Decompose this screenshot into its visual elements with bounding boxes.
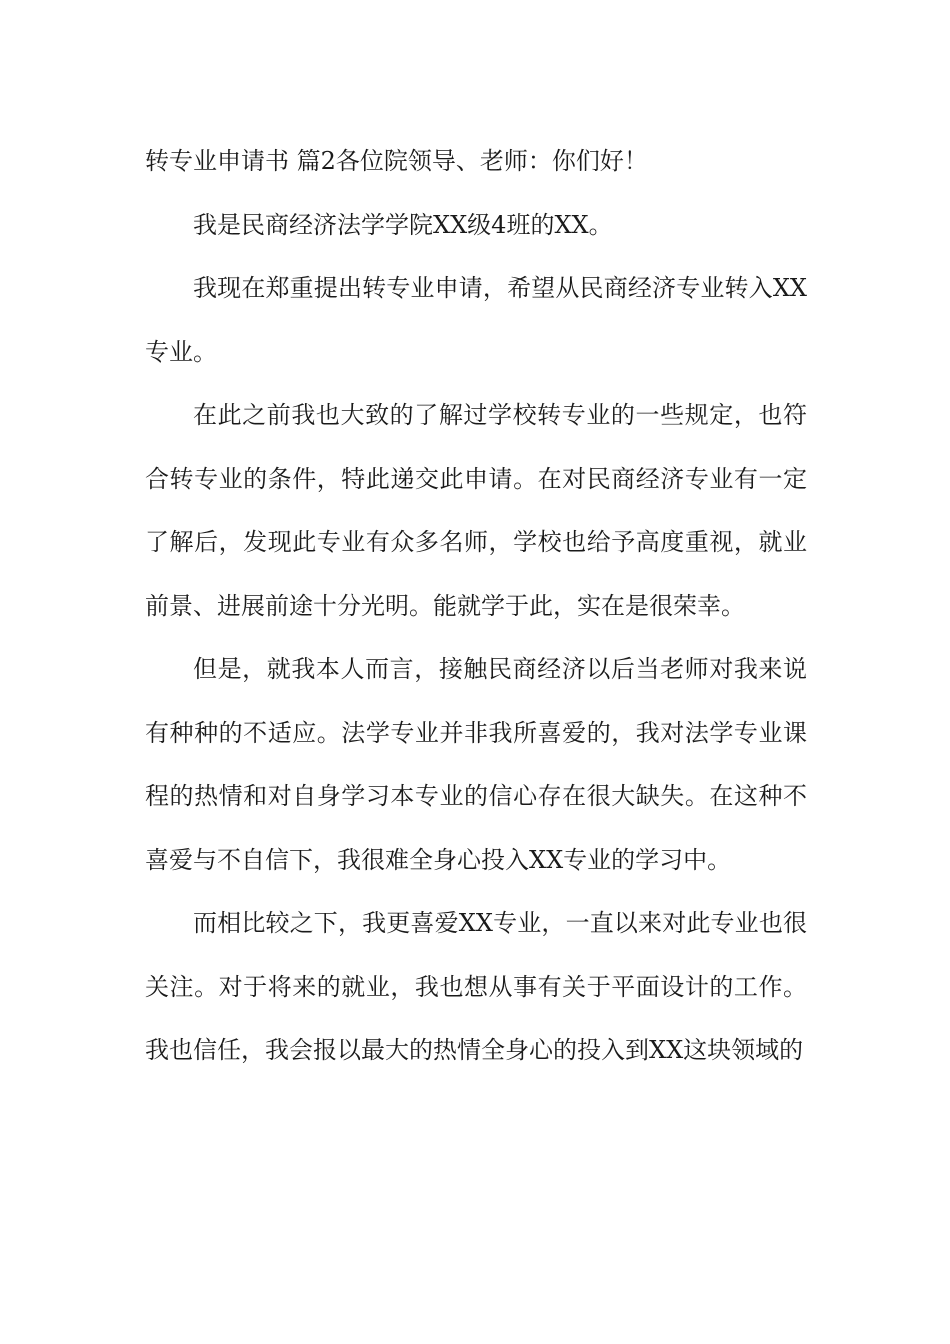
paragraph-background: 在此之前我也大致的了解过学校转专业的一些规定，也符合转专业的条件，特此递交此申请。在对民商经济专业有一定了解后，发现此专业有众多名师，学校也给予高度重视，就业前景、进展前途十分光明。能就学于此，实在是很荣幸。 (145, 401, 807, 620)
paragraph-preference: 而相比较之下，我更喜爱XX专业，一直以来对此专业也很关注。对于将来的就业，我也想从事有关于平面设计的工作。我也信任，我会报以最大的热情全身心的投入到XX这块领域的 (145, 909, 807, 1064)
paragraph-request: 我现在郑重提出转专业申请，希望从民商经济专业转入XX专业。 (145, 274, 807, 366)
paragraph-introduction: 我是民商经济法学学院XX级4班的XX。 (193, 210, 613, 239)
document-body (145, 130, 807, 1083)
heading-paragraph: 转专业申请书 篇2各位院领导、老师：你们好！ (145, 147, 648, 175)
paragraph-reason: 但是，就我本人而言，接触民商经济以后当老师对我来说有种种的不适应。法学专业并非我所喜爱的，我对法学专业课程的热情和对自身学习本专业的信心存在很大缺失。在这种不喜爱与不自信下，我很难全身心投入XX专业的学习中。 (145, 655, 807, 874)
